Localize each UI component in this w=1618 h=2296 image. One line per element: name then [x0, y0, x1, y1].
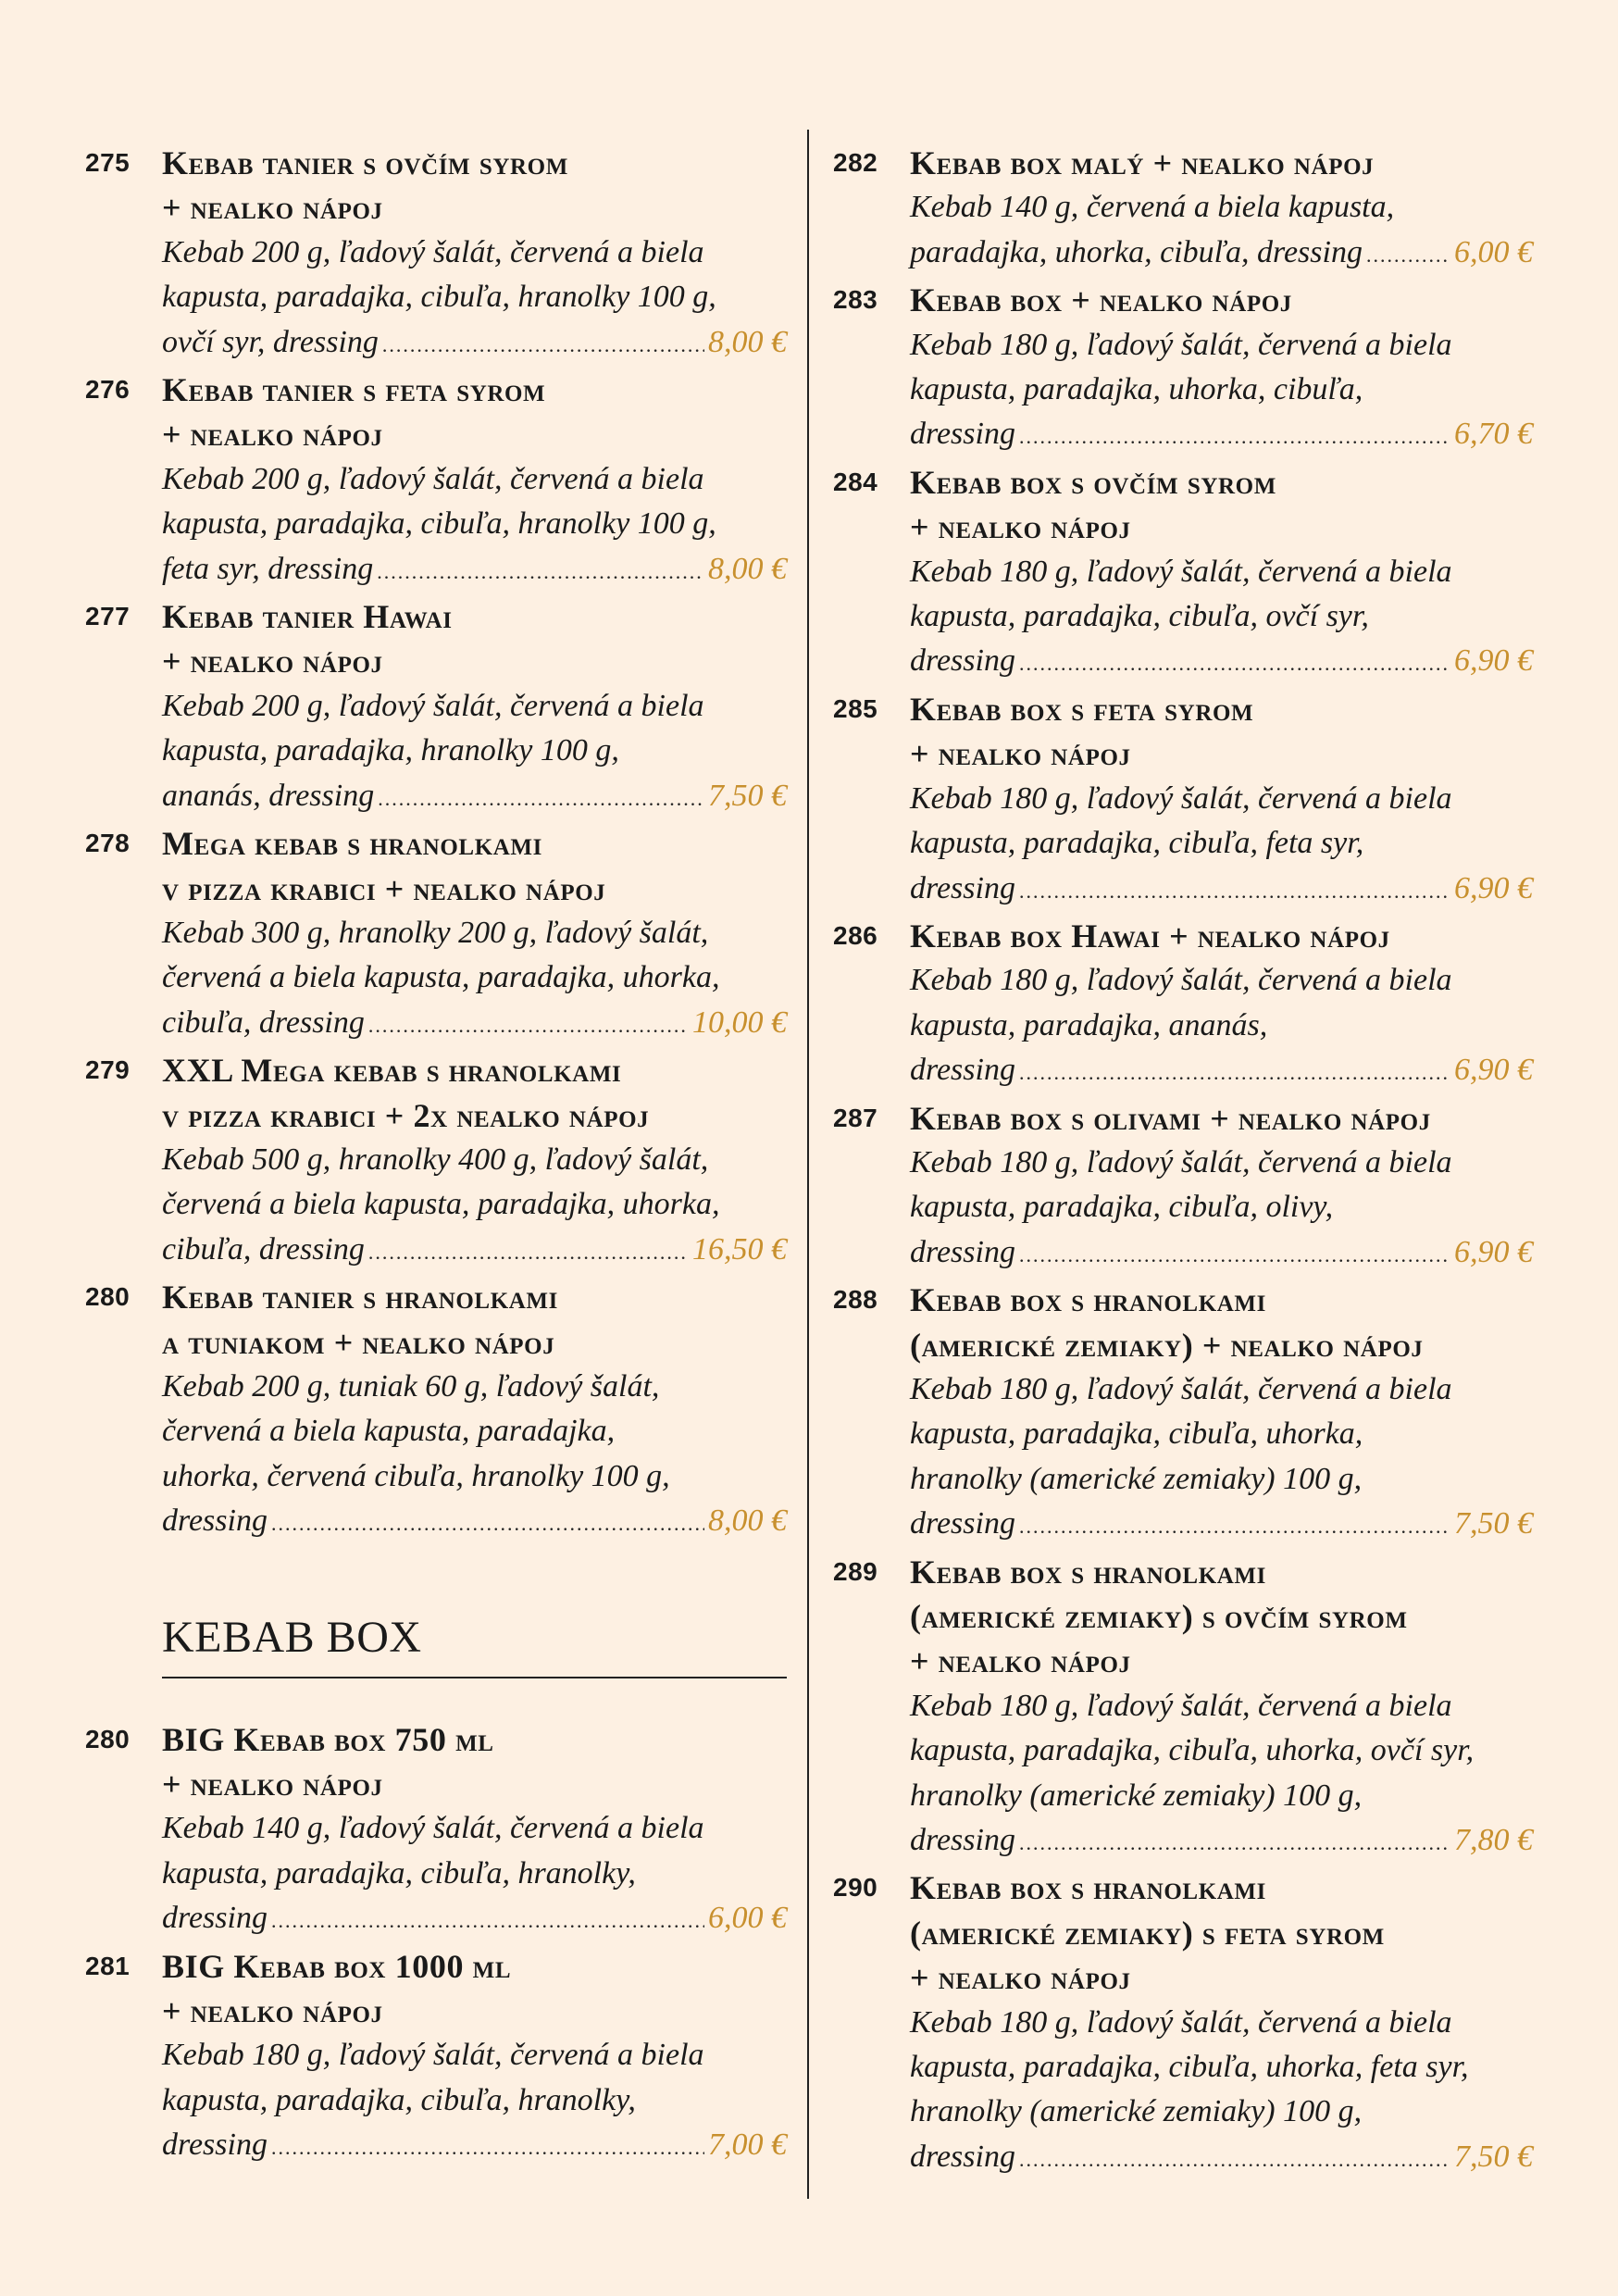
- dot-leader: [377, 547, 704, 594]
- description-line: paradajka, uhorka, cibuľa, dressing: [910, 234, 1363, 269]
- item-price: 8,00 €: [708, 1504, 787, 1539]
- description-line: Kebab 500 g, hranolky 400 g, ľadový šalát,: [162, 1142, 709, 1177]
- item-number: 280: [85, 1282, 131, 1312]
- dot-leader: [1019, 412, 1450, 459]
- dot-leader: [1019, 1230, 1450, 1278]
- item-description: [910, 958, 1533, 1095]
- description-last-line: [910, 1048, 1533, 1095]
- menu-item: [833, 141, 1533, 278]
- description-line: červená a biela kapusta, paradajka, uhorka,: [162, 960, 720, 995]
- description-line: kapusta, paradajka, cibuľa, hranolky,: [162, 2082, 636, 2117]
- description-last-line: [910, 412, 1533, 459]
- item-price: 6,00 €: [708, 1901, 787, 1936]
- section-header-kebab-box: [85, 1610, 787, 1678]
- item-description: [162, 1138, 787, 1275]
- item-description: [162, 684, 787, 821]
- item-number: 280: [85, 1724, 131, 1753]
- left-column: [85, 141, 787, 2171]
- item-description: [910, 550, 1533, 687]
- menu-item: [85, 1717, 787, 1944]
- menu-item: [85, 1944, 787, 2171]
- item-description: [162, 231, 787, 368]
- item-price: 10,00 €: [692, 1004, 787, 1040]
- description-line: Kebab 180 g, ľadový šalát, červená a biela: [910, 1688, 1452, 1723]
- item-description: [162, 1806, 787, 1943]
- menu-item: [85, 1048, 787, 1275]
- description-line: dressing: [910, 1234, 1015, 1269]
- description-last-line: [910, 867, 1533, 914]
- item-number: 276: [85, 375, 131, 405]
- item-number: 288: [833, 1285, 878, 1315]
- description-line: kapusta, paradajka, cibuľa, ovčí syr,: [910, 599, 1369, 634]
- description-last-line: [910, 2135, 1533, 2182]
- item-description: [162, 457, 787, 594]
- item-price: 7,50 €: [1454, 2139, 1533, 2174]
- menu-list-kebab-box: [833, 141, 1533, 2182]
- description-last-line: [162, 1228, 787, 1275]
- dot-leader: [1019, 2135, 1450, 2182]
- item-description: [162, 1365, 787, 1547]
- description-line: dressing: [910, 870, 1015, 905]
- description-line: Kebab 180 g, ľadový šalát, červená a biela: [910, 1144, 1452, 1179]
- description-line: Kebab 180 g, ľadový šalát, červená a biela: [910, 780, 1452, 816]
- description-line: ananás, dressing: [162, 778, 375, 813]
- item-number: 287: [833, 1103, 878, 1132]
- item-title: Kebab box Hawai + nealko nápoj: [910, 917, 1390, 955]
- item-description: [910, 323, 1533, 460]
- description-line: Kebab 140 g, červená a biela kapusta,: [910, 190, 1395, 225]
- menu-item: [833, 1866, 1533, 2182]
- description-line: Kebab 180 g, ľadový šalát, červená a biela: [910, 554, 1452, 589]
- item-description: [910, 1141, 1533, 1278]
- description-line: Kebab 200 g, ľadový šalát, červená a biela: [162, 234, 704, 269]
- description-line: kapusta, paradajka, cibuľa, uhorka, feta syr,: [910, 2050, 1469, 2085]
- item-price: 7,00 €: [708, 2128, 787, 2163]
- menu-item: [833, 1550, 1533, 1866]
- description-line: hranolky (americké zemiaky) 100 g,: [910, 1461, 1363, 1496]
- item-title: Kebab box + nealko nápoj: [910, 281, 1292, 319]
- description-line: Kebab 200 g, tuniak 60 g, ľadový šalát,: [162, 1368, 660, 1404]
- dot-leader: [368, 1228, 689, 1275]
- description-last-line: [162, 1896, 787, 1943]
- description-line: kapusta, paradajka, hranolky 100 g,: [162, 733, 619, 768]
- menu-item: [833, 1096, 1533, 1279]
- description-last-line: [910, 231, 1533, 278]
- item-price: 6,00 €: [1454, 234, 1533, 269]
- dot-leader: [368, 1001, 689, 1048]
- menu-item: [833, 1278, 1533, 1549]
- item-title: BIG Kebab box 750 ml + nealko nápoj: [162, 1720, 494, 1803]
- item-price: 7,50 €: [708, 778, 787, 813]
- item-title: Kebab tanier s ovčím syrom + nealko nápoj: [162, 144, 568, 227]
- item-price: 7,50 €: [1454, 1506, 1533, 1541]
- description-last-line: [162, 547, 787, 594]
- description-last-line: [910, 1230, 1533, 1278]
- item-price: 8,00 €: [708, 551, 787, 586]
- column-divider: [807, 130, 809, 2199]
- dot-leader: [1366, 231, 1450, 278]
- item-price: 16,50 €: [692, 1231, 787, 1267]
- menu-item: [85, 594, 787, 821]
- description-line: Kebab 140 g, ľadový šalát, červená a biela: [162, 1811, 704, 1846]
- description-line: kapusta, paradajka, cibuľa, hranolky,: [162, 1855, 636, 1890]
- dot-leader: [271, 2123, 704, 2170]
- description-line: dressing: [162, 2128, 268, 2163]
- description-line: kapusta, paradajka, cibuľa, hranolky 100 g,: [162, 280, 716, 315]
- dot-leader: [1019, 1502, 1450, 1549]
- description-last-line: [162, 320, 787, 368]
- menu-item: [85, 1275, 787, 1546]
- description-last-line: [910, 1502, 1533, 1549]
- description-line: uhorka, červená cibuľa, hranolky 100 g,: [162, 1458, 670, 1493]
- description-line: dressing: [162, 1901, 268, 1936]
- description-line: kapusta, paradajka, uhorka, cibuľa,: [910, 372, 1363, 407]
- description-line: cibuľa, dressing: [162, 1231, 365, 1267]
- item-price: 6,70 €: [1454, 417, 1533, 452]
- item-number: 289: [833, 1556, 878, 1586]
- item-title: Kebab box s feta syrom + nealko nápoj: [910, 690, 1254, 773]
- item-description: [910, 1684, 1533, 1866]
- description-line: červená a biela kapusta, paradajka, uhorka,: [162, 1187, 720, 1222]
- item-number: 286: [833, 920, 878, 950]
- dot-leader: [271, 1896, 704, 1943]
- description-line: dressing: [910, 417, 1015, 452]
- description-last-line: [162, 2123, 787, 2170]
- menu-list-kebab-tanier: [85, 141, 787, 1547]
- item-title: Mega kebab s hranolkami v pizza krabici + nealko nápoj: [162, 825, 606, 907]
- description-line: Kebab 180 g, ľadový šalát, červená a biela: [910, 327, 1452, 362]
- item-number: 290: [833, 1873, 878, 1903]
- section-title: KEBAB BOX: [162, 1612, 422, 1662]
- item-description: [910, 2001, 1533, 2183]
- description-line: cibuľa, dressing: [162, 1004, 365, 1040]
- item-title: Kebab box s hranolkami (americké zemiaky) + nealko nápoj: [910, 1281, 1424, 1364]
- item-price: 8,00 €: [708, 324, 787, 359]
- description-line: hranolky (americké zemiaky) 100 g,: [910, 2094, 1363, 2129]
- item-number: 279: [85, 1055, 131, 1085]
- item-price: 6,90 €: [1454, 870, 1533, 905]
- description-line: Kebab 180 g, ľadový šalát, červená a biela: [162, 2038, 704, 2073]
- item-price: 6,90 €: [1454, 1053, 1533, 1088]
- item-number: 283: [833, 285, 878, 315]
- description-last-line: [162, 1001, 787, 1048]
- description-line: Kebab 180 g, ľadový šalát, červená a biela: [910, 1371, 1452, 1406]
- right-column: [833, 141, 1533, 2182]
- item-title: Kebab tanier s feta syrom + nealko nápoj: [162, 371, 546, 454]
- dot-leader: [1019, 639, 1450, 686]
- section-gap: [85, 1678, 787, 1717]
- item-description: [910, 777, 1533, 914]
- menu-item: [833, 914, 1533, 1096]
- menu-item: [833, 278, 1533, 460]
- description-line: feta syr, dressing: [162, 551, 374, 586]
- item-number: 275: [85, 148, 131, 177]
- description-line: kapusta, paradajka, cibuľa, hranolky 100 g,: [162, 506, 716, 542]
- item-number: 278: [85, 829, 131, 858]
- item-price: 6,90 €: [1454, 1234, 1533, 1269]
- item-title: Kebab box s olivami + nealko nápoj: [910, 1099, 1431, 1137]
- description-last-line: [162, 1499, 787, 1546]
- description-line: kapusta, paradajka, cibuľa, olivy,: [910, 1190, 1334, 1225]
- menu-item: [85, 141, 787, 368]
- description-line: dressing: [910, 1506, 1015, 1541]
- menu-item: [833, 687, 1533, 914]
- item-number: 282: [833, 148, 878, 177]
- item-title: BIG Kebab box 1000 ml + nealko nápoj: [162, 1947, 512, 2030]
- item-description: [162, 911, 787, 1048]
- dot-leader: [1019, 1818, 1450, 1866]
- description-last-line: [910, 639, 1533, 686]
- dot-leader: [378, 774, 704, 821]
- menu-item: [85, 821, 787, 1048]
- description-line: Kebab 180 g, ľadový šalát, červená a biela: [910, 963, 1452, 998]
- item-description: [162, 2033, 787, 2170]
- description-line: kapusta, paradajka, cibuľa, feta syr,: [910, 826, 1364, 861]
- description-line: Kebab 200 g, ľadový šalát, červená a biela: [162, 688, 704, 723]
- item-title: Kebab box malý + nealko nápoj: [910, 144, 1375, 181]
- item-description: [910, 1367, 1533, 1550]
- description-line: kapusta, paradajka, cibuľa, uhorka,: [910, 1416, 1363, 1452]
- description-line: dressing: [910, 1823, 1015, 1858]
- menu-list-kebab-box-big: [85, 1717, 787, 2171]
- description-line: hranolky (americké zemiaky) 100 g,: [910, 1778, 1363, 1813]
- description-line: Kebab 300 g, hranolky 200 g, ľadový šalát,: [162, 915, 709, 950]
- description-last-line: [910, 1818, 1533, 1866]
- item-number: 285: [833, 693, 878, 723]
- description-line: ovčí syr, dressing: [162, 324, 379, 359]
- dot-leader: [382, 320, 704, 368]
- item-title: Kebab box s ovčím syrom + nealko nápoj: [910, 463, 1276, 546]
- description-line: dressing: [910, 643, 1015, 679]
- description-line: dressing: [910, 2139, 1015, 2174]
- description-line: dressing: [162, 1504, 268, 1539]
- item-number: 284: [833, 467, 878, 496]
- item-title: Kebab tanier Hawai + nealko nápoj: [162, 598, 453, 680]
- description-line: Kebab 200 g, ľadový šalát, červená a biela: [162, 461, 704, 496]
- item-title: Kebab box s hranolkami (americké zemiaky) s feta syrom + nealko nápoj: [910, 1869, 1385, 1997]
- item-number: 281: [85, 1951, 131, 1980]
- dot-leader: [1019, 867, 1450, 914]
- item-number: 277: [85, 602, 131, 631]
- item-price: 7,80 €: [1454, 1823, 1533, 1858]
- description-line: červená a biela kapusta, paradajka,: [162, 1414, 616, 1449]
- item-title: XXL Mega kebab s hranolkami v pizza krabici + 2x nealko nápoj: [162, 1052, 650, 1134]
- description-line: kapusta, paradajka, ananás,: [910, 1007, 1268, 1042]
- item-price: 6,90 €: [1454, 643, 1533, 679]
- dot-leader: [271, 1499, 704, 1546]
- description-line: kapusta, paradajka, cibuľa, uhorka, ovčí syr,: [910, 1733, 1475, 1768]
- description-line: Kebab 180 g, ľadový šalát, červená a biela: [910, 2004, 1452, 2040]
- item-title: Kebab box s hranolkami (americké zemiaky) s ovčím syrom + nealko nápoj: [910, 1553, 1408, 1680]
- item-description: [910, 185, 1533, 278]
- dot-leader: [1019, 1048, 1450, 1095]
- description-last-line: [162, 774, 787, 821]
- description-line: dressing: [910, 1053, 1015, 1088]
- menu-item: [833, 460, 1533, 687]
- menu-item: [85, 368, 787, 594]
- item-title: Kebab tanier s hranolkami a tuniakom + nealko nápoj: [162, 1279, 558, 1361]
